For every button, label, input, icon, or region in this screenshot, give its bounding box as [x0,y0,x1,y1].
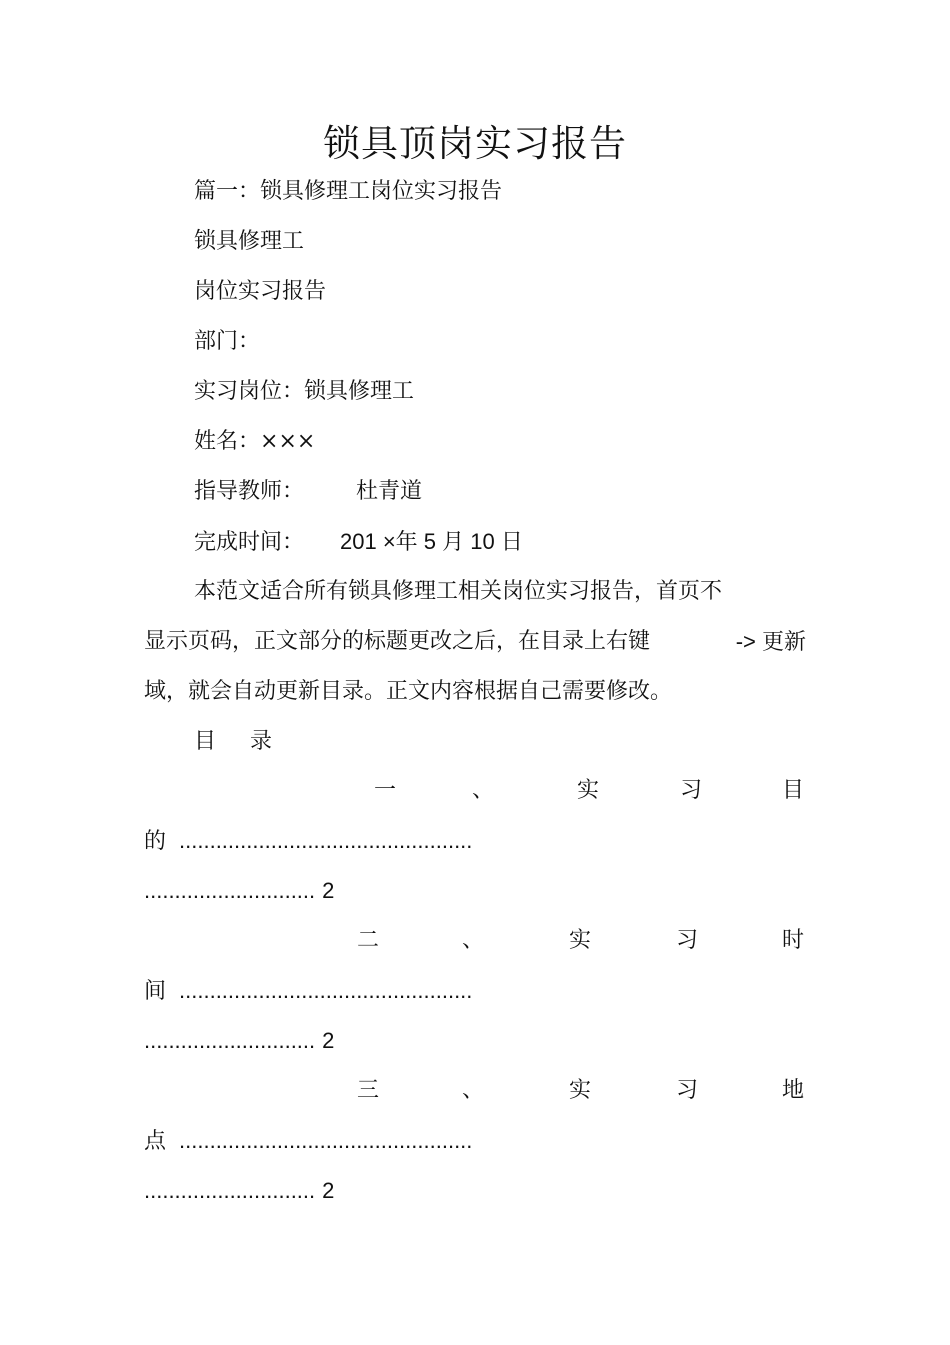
note-line-2a: 显示页码，正文部分的标题更改之后，在目录上右键 [144,629,651,654]
cover-line-2: 岗位实习报告 [194,279,327,304]
toc-entry-char: 三 [357,1078,380,1103]
toc-entry-3-cont-char: 点 [144,1129,167,1154]
chapter-heading: 篇一：锁具修理工岗位实习报告 [194,179,503,204]
toc-entry-1-leader: ................................................ [179,828,473,853]
toc-heading: 目 录 [194,729,279,754]
toc-entry-2-leader: ................................................ [179,978,473,1003]
toc-entry-2-page-row [144,1026,334,1057]
toc-entry-2-leader-2: ............................ [144,1028,316,1053]
toc-entry-char: 、 [472,778,495,803]
toc-entry-char: 习 [676,928,699,953]
toc-entry-1-page: 2 [322,878,335,903]
toc-entry-char: 地 [782,1078,805,1103]
note-line-3: 域，就会自动更新目录。正文内容根据自己需要修改。 [144,679,673,704]
cover-line-1: 锁具修理工 [194,229,305,254]
toc-entry-3-leader-2: ............................ [144,1178,316,1203]
department-label: 部门： [194,329,261,354]
toc-entry-2-cont [144,976,472,1007]
toc-entry-2-head [144,926,806,956]
toc-entry-char: 习 [680,778,703,803]
name-value: ××× [260,429,316,454]
toc-entry-char: 、 [462,1078,485,1103]
note-line-2 [144,627,806,657]
toc-entry-char: 时 [782,928,805,953]
document-title: 锁具顶岗实习报告 [323,122,627,165]
toc-entry-char: 习 [676,1078,699,1103]
toc-entry-char: 目 [782,778,805,803]
completion-value: 201 ×年 5 月 10 日 [340,529,523,554]
toc-entry-3-leader: ................................................ [179,1128,473,1153]
advisor-value: 杜青道 [356,479,423,504]
toc-entry-char: 一 [374,778,397,803]
position-row [194,377,414,407]
toc-entry-2-page: 2 [322,1028,335,1053]
name-label: 姓名： [194,429,261,454]
note-line-2b: -> 更新 [735,629,806,654]
position-label: 实习岗位： [194,379,305,404]
toc-entry-2-cont-char: 间 [144,979,167,1004]
toc-entry-char: 、 [462,928,485,953]
toc-entry-char: 实 [569,1078,592,1103]
toc-entry-1-head [144,776,806,806]
completion-row [194,527,523,558]
toc-entry-1-page-row [144,876,334,907]
name-row [194,427,315,457]
toc-entry-3-head [144,1076,806,1106]
toc-entry-char: 实 [577,778,600,803]
toc-entry-3-cont [144,1126,472,1157]
completion-label: 完成时间： [194,530,305,555]
toc-entry-3-page: 2 [322,1178,335,1203]
toc-entry-char: 二 [357,928,380,953]
note-line-1: 本范文适合所有锁具修理工相关岗位实习报告，首页不 [194,579,723,604]
advisor-row [194,477,422,507]
toc-entry-1-cont [144,826,472,857]
toc-entry-3-page-row [144,1176,334,1207]
toc-entry-char: 实 [569,928,592,953]
toc-entry-1-leader-2: ............................ [144,878,316,903]
toc-entry-1-cont-char: 的 [144,829,167,854]
advisor-label: 指导教师： [194,479,305,504]
position-value: 锁具修理工 [304,379,415,404]
